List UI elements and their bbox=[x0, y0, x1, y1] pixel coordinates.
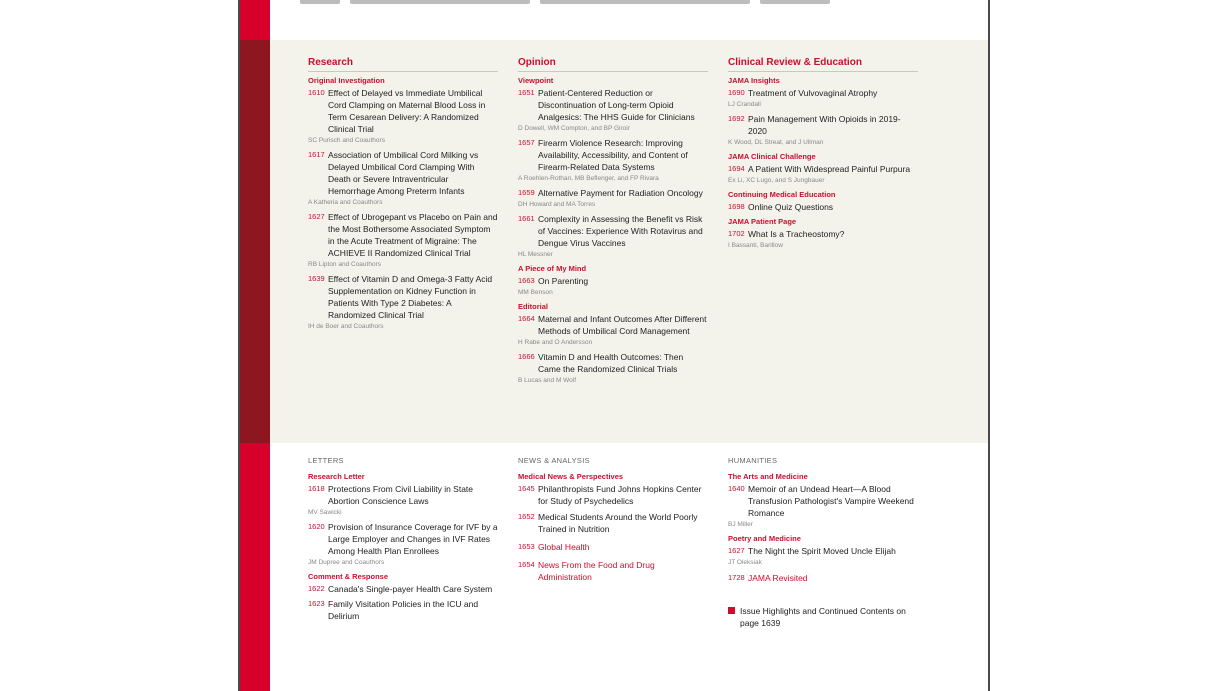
subhead-patient-page[interactable]: JAMA Patient Page bbox=[728, 217, 797, 226]
toc-item[interactable] bbox=[728, 228, 918, 240]
subhead-jama-insights[interactable]: JAMA Insights bbox=[728, 76, 780, 85]
page-number: 1645 bbox=[518, 484, 535, 493]
article-authors: Ex Li, XC Lugo, and S Jungbauer bbox=[728, 177, 825, 184]
article-title[interactable]: A Patient With Widespread Painful Purpura bbox=[748, 164, 911, 174]
toc-item[interactable] bbox=[308, 583, 498, 595]
article-authors: HL Messner bbox=[518, 251, 553, 258]
article-title[interactable]: Canada's Single-payer Health Care System bbox=[328, 584, 493, 594]
article-title[interactable]: The Night the Spirit Moved Uncle Elijah bbox=[748, 546, 896, 556]
article-title[interactable]: Effect of Delayed vs Immediate Umbilical Cord Clamping on Maternal Blood Loss in Term Cesarean Delivery: A Randomized Clinical Trial bbox=[328, 88, 486, 134]
page-number: 1657 bbox=[518, 138, 535, 147]
page-number: 1702 bbox=[728, 229, 745, 238]
toc-item[interactable] bbox=[308, 273, 498, 321]
article-authors: I Bassanti, Barillow bbox=[728, 242, 783, 249]
continued-contents-note bbox=[728, 605, 923, 629]
article-title[interactable]: Family Visitation Policies in the ICU and Delirium bbox=[328, 599, 479, 621]
toc-item[interactable] bbox=[518, 559, 708, 583]
page-number: 1728 bbox=[728, 573, 745, 582]
toc-item[interactable] bbox=[518, 483, 708, 507]
subhead-editorial[interactable]: Editorial bbox=[518, 302, 549, 311]
article-authors: B Lucas and M Wolf bbox=[518, 377, 577, 384]
toc-item[interactable] bbox=[728, 113, 918, 137]
article-authors: IH de Boer and Coauthors bbox=[308, 323, 384, 330]
page-number: 1654 bbox=[518, 560, 535, 569]
article-authors: K Wood, DL Streat, and J Ullman bbox=[728, 139, 824, 146]
toc-item[interactable] bbox=[728, 201, 918, 213]
article-title[interactable]: JAMA Revisited bbox=[748, 573, 808, 583]
article-authors: A Katheria and Coauthors bbox=[308, 199, 383, 206]
article-title[interactable]: Medical Students Around the World Poorly Trained in Nutrition bbox=[538, 512, 698, 534]
humanities-heading: HUMANITIES bbox=[728, 456, 778, 465]
page-number: 1627 bbox=[728, 546, 745, 555]
page-number: 1622 bbox=[308, 584, 325, 593]
article-authors: DH Howard and MA Torres bbox=[518, 201, 596, 208]
page-number: 1640 bbox=[728, 484, 745, 493]
toc-item[interactable] bbox=[728, 163, 918, 175]
red-spine-top bbox=[240, 0, 270, 40]
article-title[interactable]: Maternal and Infant Outcomes After Different Methods of Umbilical Cord Management bbox=[538, 314, 707, 336]
page-number: 1651 bbox=[518, 88, 535, 97]
page-number: 1620 bbox=[308, 522, 325, 531]
page-number: 1618 bbox=[308, 484, 325, 493]
subhead-research-letter[interactable]: Research Letter bbox=[308, 472, 365, 481]
page-number: 1698 bbox=[728, 202, 745, 211]
page-number: 1694 bbox=[728, 164, 745, 173]
article-title[interactable]: Effect of Vitamin D and Omega-3 Fatty Acid Supplementation on Kidney Function in Patients With Type 2 Diabetes: A Randomized Clinical Trial bbox=[328, 274, 493, 320]
article-title[interactable]: Provision of Insurance Coverage for IVF by a Large Employer and Changes in IVF Rates Among Health Plan Enrollees bbox=[328, 522, 498, 556]
page-number: 1666 bbox=[518, 352, 535, 361]
toc-item[interactable] bbox=[518, 275, 708, 287]
page-number: 1663 bbox=[518, 276, 535, 285]
article-title[interactable]: Complexity in Assessing the Benefit vs Risk of Vaccines: Experience With Rotavirus and Dengue Virus Vaccines bbox=[538, 214, 703, 248]
article-title[interactable]: Effect of Ubrogepant vs Placebo on Pain and the Most Bothersome Associated Symptom in the Acute Treatment of Migraine: The ACHIEVE II Randomized Clinical Trial bbox=[328, 212, 498, 258]
toc-item[interactable] bbox=[728, 483, 918, 519]
toc-item[interactable] bbox=[308, 598, 498, 622]
page-number: 1653 bbox=[518, 542, 535, 551]
letters-heading: LETTERS bbox=[308, 456, 344, 465]
subhead-arts-medicine[interactable]: The Arts and Medicine bbox=[728, 472, 808, 481]
journal-toc-page bbox=[238, 0, 990, 691]
subhead-poetry-medicine[interactable]: Poetry and Medicine bbox=[728, 534, 801, 543]
page-number: 1623 bbox=[308, 599, 325, 608]
toc-item[interactable] bbox=[308, 149, 498, 197]
article-title[interactable]: Patient-Centered Reduction or Discontinuation of Long-term Opioid Analgesics: The HHS Guide for Clinicians bbox=[538, 88, 695, 122]
page-number: 1690 bbox=[728, 88, 745, 97]
page-number: 1661 bbox=[518, 214, 535, 223]
article-title[interactable]: Philanthropists Fund Johns Hopkins Center for Study of Psychedelics bbox=[538, 484, 702, 506]
toc-item[interactable] bbox=[308, 521, 498, 557]
toc-item[interactable] bbox=[518, 541, 708, 553]
article-authors: JM Dupree and Coauthors bbox=[308, 559, 385, 566]
toc-item[interactable] bbox=[518, 351, 708, 375]
continued-contents-text[interactable]: Issue Highlights and Continued Contents on page 1639 bbox=[740, 606, 906, 628]
subhead-viewpoint[interactable]: Viewpoint bbox=[518, 76, 554, 85]
news-heading: NEWS & ANALYSIS bbox=[518, 456, 590, 465]
article-title[interactable]: Pain Management With Opioids in 2019-2020 bbox=[748, 114, 901, 136]
red-square-bullet-icon bbox=[728, 607, 735, 614]
article-authors: SC Purisch and Coauthors bbox=[308, 137, 385, 144]
article-title[interactable]: Firearm Violence Research: Improving Availability, Accessibility, and Content of Firearm-Related Data Systems bbox=[538, 138, 688, 172]
letters-column bbox=[308, 456, 498, 623]
article-title[interactable]: Vitamin D and Health Outcomes: Then Came the Randomized Clinical Trials bbox=[538, 352, 684, 374]
subhead-cme[interactable]: Continuing Medical Education bbox=[728, 190, 836, 199]
page-number: 1617 bbox=[308, 150, 325, 159]
article-authors: RB Lipton and Coauthors bbox=[308, 261, 381, 268]
article-authors: JT Oleksiak bbox=[728, 559, 762, 566]
page-number: 1652 bbox=[518, 512, 535, 521]
article-authors: MM Benson bbox=[518, 289, 553, 296]
article-title[interactable]: Memoir of an Undead Heart—A Blood Transfusion Pathologist's Vampire Weekend Romance bbox=[748, 484, 914, 518]
toc-item[interactable] bbox=[518, 87, 708, 123]
toc-item[interactable] bbox=[728, 87, 918, 99]
clinical-review-column bbox=[728, 57, 918, 254]
opinion-heading: Opinion bbox=[518, 57, 708, 72]
article-title[interactable]: Treatment of Vulvovaginal Atrophy bbox=[748, 88, 878, 98]
subhead-medical-news[interactable]: Medical News & Perspectives bbox=[518, 472, 624, 481]
subhead-comment-response[interactable]: Comment & Response bbox=[308, 572, 389, 581]
page-number: 1659 bbox=[518, 188, 535, 197]
opinion-column bbox=[518, 57, 708, 389]
subhead-piece-of-my-mind[interactable]: A Piece of My Mind bbox=[518, 264, 587, 273]
research-heading: Research bbox=[308, 57, 498, 72]
toc-item[interactable] bbox=[308, 211, 498, 259]
toc-item[interactable] bbox=[518, 137, 708, 173]
toc-item[interactable] bbox=[728, 572, 918, 584]
page-number: 1627 bbox=[308, 212, 325, 221]
article-title[interactable]: Online Quiz Questions bbox=[748, 202, 834, 212]
page-number: 1692 bbox=[728, 114, 745, 123]
red-spine-bottom bbox=[240, 443, 270, 691]
toc-item[interactable] bbox=[728, 545, 918, 557]
article-authors: H Rabe and O Andersson bbox=[518, 339, 593, 346]
article-authors: LJ Crandall bbox=[728, 101, 761, 108]
page-number: 1610 bbox=[308, 88, 325, 97]
news-analysis-column bbox=[518, 456, 708, 584]
article-title[interactable]: News From the Food and Drug Administration bbox=[538, 560, 655, 582]
research-column bbox=[308, 57, 498, 335]
page-number: 1639 bbox=[308, 274, 325, 283]
article-authors: BJ Miller bbox=[728, 521, 753, 528]
article-title[interactable]: On Parenting bbox=[538, 276, 589, 286]
red-spine-dark bbox=[240, 40, 270, 443]
toc-item[interactable] bbox=[518, 511, 708, 535]
article-title[interactable]: Association of Umbilical Cord Milking vs Delayed Umbilical Cord Clamping With Death or Severe Intraventricular Hemorrhage Among Preterm Infants bbox=[328, 150, 479, 196]
article-title[interactable]: Protections From Civil Liability in State Abortion Conscience Laws bbox=[328, 484, 474, 506]
article-title[interactable]: Global Health bbox=[538, 542, 590, 552]
toc-item[interactable] bbox=[308, 87, 498, 135]
toc-item[interactable] bbox=[518, 313, 708, 337]
subhead-clinical-challenge[interactable]: JAMA Clinical Challenge bbox=[728, 152, 816, 161]
toc-item[interactable] bbox=[518, 213, 708, 249]
subhead-original-investigation[interactable]: Original Investigation bbox=[308, 76, 385, 85]
clinical-review-heading: Clinical Review & Education bbox=[728, 57, 918, 72]
humanities-column bbox=[728, 456, 918, 585]
toc-item[interactable] bbox=[308, 483, 498, 507]
article-authors: MV Sawicki bbox=[308, 509, 342, 516]
article-authors: D Dowell, WM Compton, and BP Giroir bbox=[518, 125, 630, 132]
toc-item[interactable] bbox=[518, 187, 708, 199]
article-title[interactable]: What Is a Tracheostomy? bbox=[748, 229, 845, 239]
article-title[interactable]: Alternative Payment for Radiation Oncology bbox=[538, 188, 703, 198]
article-authors: A Roehlen-Rothan, MB Beflenger, and FP Rivara bbox=[518, 175, 659, 182]
cut-off-masthead bbox=[300, 0, 860, 4]
page-number: 1664 bbox=[518, 314, 535, 323]
